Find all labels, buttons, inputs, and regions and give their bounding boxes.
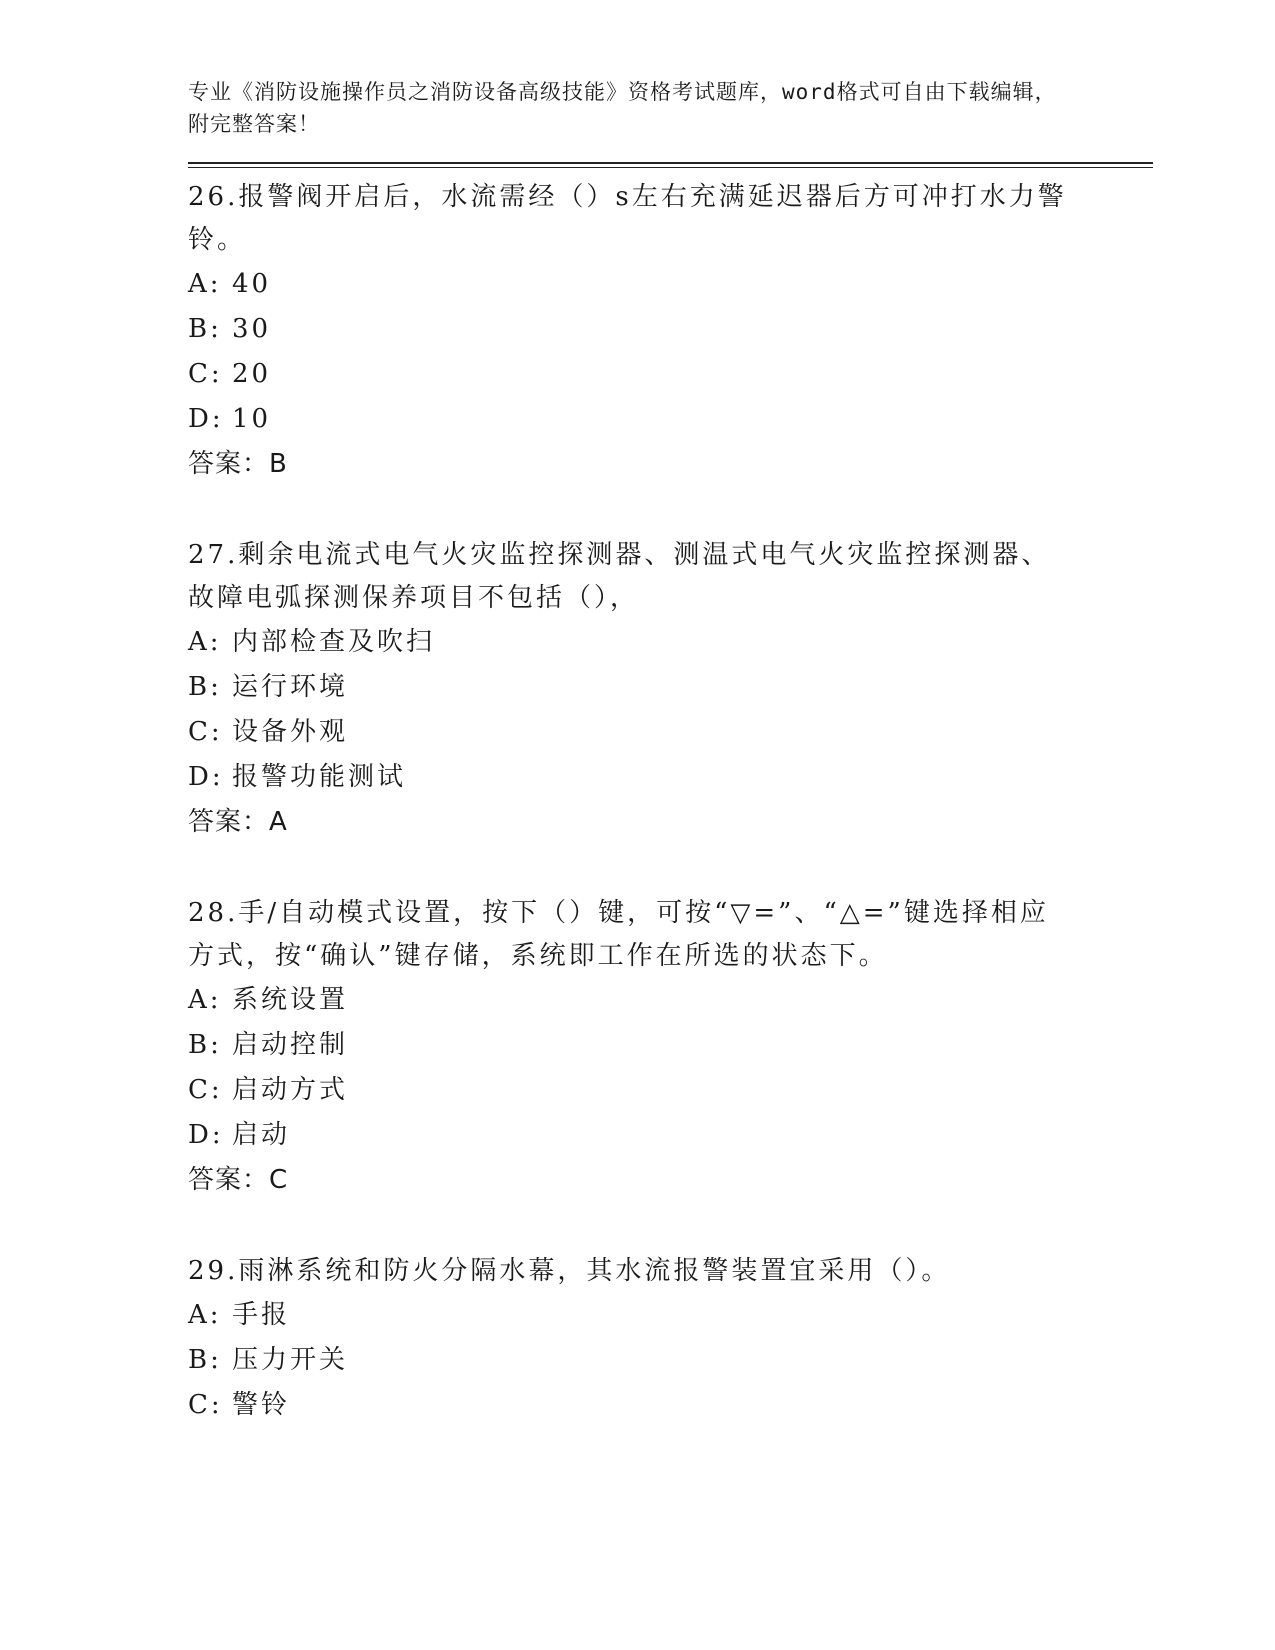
option-key: A:	[188, 1300, 222, 1330]
option-c	[188, 1383, 1068, 1428]
option-value: 警铃	[232, 1390, 291, 1420]
option-d	[188, 1113, 1068, 1158]
option-value: 系统设置	[232, 985, 349, 1015]
option-value: 运行环境	[232, 672, 349, 702]
option-value: 启动控制	[232, 1030, 349, 1060]
option-key: C:	[188, 717, 223, 747]
option-value: 压力开关	[232, 1345, 349, 1375]
option-value: 10	[232, 404, 272, 434]
option-key: D:	[188, 762, 224, 792]
option-key: B:	[188, 1030, 222, 1060]
question-28	[188, 892, 1068, 1202]
option-value: 启动	[232, 1120, 291, 1150]
option-key: B:	[188, 314, 222, 344]
answer-line: 答案：A	[188, 807, 288, 837]
question-text: 26.报警阀开启后，水流需经（）s左右充满延迟器后方可冲打水力警铃。	[188, 182, 1067, 255]
option-b	[188, 307, 1068, 352]
option-b	[188, 1023, 1068, 1068]
option-key: A:	[188, 627, 222, 657]
option-a	[188, 978, 1068, 1023]
question-27	[188, 534, 1068, 844]
option-value: 报警功能测试	[232, 762, 407, 792]
option-a	[188, 1293, 1068, 1338]
option-value: 手报	[232, 1300, 291, 1330]
option-key: A:	[188, 269, 222, 299]
option-value: 设备外观	[232, 717, 349, 747]
option-value: 内部检查及吹扫	[232, 627, 436, 657]
option-value: 40	[232, 269, 272, 299]
answer-line: 答案：C	[188, 1165, 289, 1195]
option-d	[188, 397, 1068, 442]
answer-line: 答案：B	[188, 449, 288, 479]
option-key: C:	[188, 1390, 223, 1420]
option-c	[188, 352, 1068, 397]
question-text: 27.剩余电流式电气火灾监控探测器、测温式电气火灾监控探测器、故障电弧探测保养项目不包括（），	[188, 540, 1051, 613]
question-text: 29.雨淋系统和防火分隔水幕，其水流报警装置宜采用（）。	[188, 1256, 951, 1286]
question-text: 28.手/自动模式设置，按下（）键，可按“▽=”、“△=”键选择相应方式，按“确认”键存储，系统即工作在所选的状态下。	[188, 898, 1049, 971]
option-a	[188, 262, 1068, 307]
option-key: C:	[188, 1075, 223, 1105]
question-26	[188, 176, 1068, 486]
question-list	[188, 176, 1068, 1428]
document-header: 专业《消防设施操作员之消防设备高级技能》资格考试题库，word格式可自由下载编辑，附完整答案！	[188, 80, 1057, 136]
option-key: B:	[188, 1345, 222, 1375]
option-b	[188, 665, 1068, 710]
option-key: D:	[188, 404, 224, 434]
header-divider	[188, 162, 1153, 168]
option-key: D:	[188, 1120, 224, 1150]
option-value: 20	[232, 359, 272, 389]
document-page	[188, 70, 1153, 1476]
option-b	[188, 1338, 1068, 1383]
option-value: 启动方式	[232, 1075, 349, 1105]
option-c	[188, 1068, 1068, 1113]
option-key: B:	[188, 672, 222, 702]
option-key: A:	[188, 985, 222, 1015]
option-a	[188, 620, 1068, 665]
option-c	[188, 710, 1068, 755]
option-value: 30	[232, 314, 272, 344]
option-key: C:	[188, 359, 223, 389]
question-29	[188, 1250, 1068, 1428]
option-d	[188, 755, 1068, 800]
